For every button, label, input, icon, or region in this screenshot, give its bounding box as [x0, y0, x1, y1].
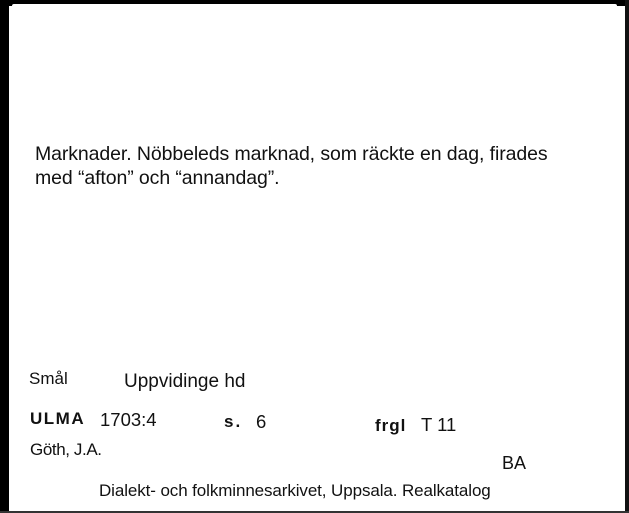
page-label: s. — [224, 412, 243, 431]
archive-number: 1703:4 — [100, 409, 157, 430]
author-name: Göth, J.A. — [30, 440, 102, 459]
archive-code: ULMA — [30, 409, 86, 428]
question-number: T 11 — [421, 414, 457, 435]
recorder-initials: BA — [502, 453, 527, 473]
page-number: 6 — [256, 411, 267, 432]
card-body-line: Marknader. Nöbbeleds marknad, som räckte en dag, firades — [35, 143, 548, 165]
district-label: Uppvidinge hd — [124, 371, 246, 392]
region-label: Smål — [29, 369, 68, 388]
card-top-edge — [12, 4, 617, 8]
scan-border-right — [625, 0, 629, 513]
index-card — [9, 6, 625, 511]
archive-footer: Dialekt- och folkminnesarkivet, Uppsala. Realkatalog — [99, 481, 491, 500]
question-label: frgl — [375, 416, 407, 435]
card-body-text — [35, 142, 548, 190]
card-body-line: med “afton” och “annandag”. — [35, 167, 280, 189]
scan-border-left — [0, 0, 9, 513]
